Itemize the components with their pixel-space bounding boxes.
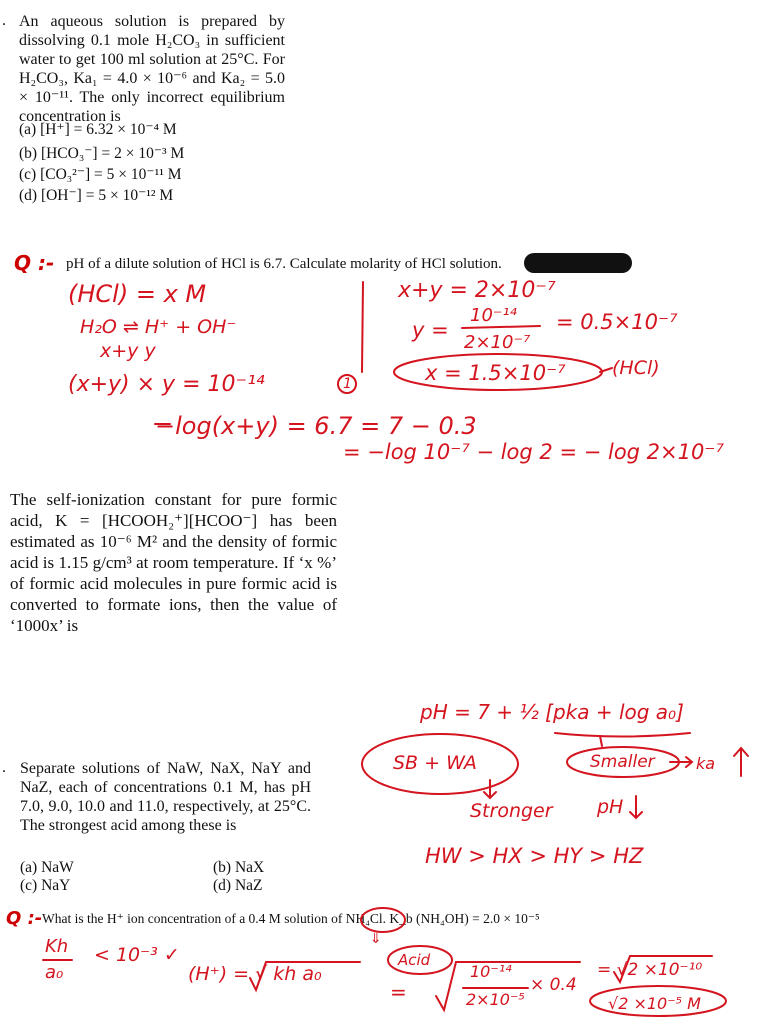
q1-question-text: An aqueous solution is prepared by dissolving 0.1 mole H₂CO₃ in sufficient water to get 100 ml solution at 25°C. For H₂CO₃, Ka₁ = 4.0 × 10⁻⁶ and Ka₂ = 5.0 × 10⁻¹¹. The only incorrect equilibrium concentration is bbox=[19, 13, 285, 125]
q5-nh4cl-ellipse bbox=[361, 908, 405, 932]
q2-note-x-hcl: (HCl) bbox=[612, 357, 660, 379]
q5-note-equals: = bbox=[390, 980, 407, 1004]
q3-question-text: The self-ionization constant for pure formic acid, K = [HCOOH₂⁺][HCOO⁻] has been estimated as 10⁻⁶ M² and the density of formic acid is 1.15 g/cm³ at room temperature. If ‘x %’ of formic acid molecules in pure formic acid is converted to formate ions, then the value of ‘1000x’ is bbox=[10, 490, 337, 635]
q4-note-ka: ka bbox=[696, 754, 716, 773]
q4-option-a: (a) NaW bbox=[20, 859, 74, 876]
q5-note-arrow: ⇓ bbox=[370, 931, 382, 947]
q4-smaller-ellipse bbox=[567, 747, 679, 777]
q2-note-x: x = 1.5×10⁻⁷ bbox=[425, 361, 566, 385]
q4-option-c: (c) NaY bbox=[20, 877, 71, 894]
q2-label: Q :- bbox=[14, 251, 55, 275]
q4-note-smaller: Smaller bbox=[590, 752, 655, 772]
q4-note-ph-down: pH bbox=[597, 796, 624, 818]
q1-option-b: (b) [HCO₃⁻] = 2 × 10⁻³ M bbox=[19, 145, 185, 162]
q4-sbwa-ellipse bbox=[362, 734, 518, 794]
q5-acid-ellipse bbox=[388, 946, 452, 974]
q2-divider-line bbox=[362, 282, 363, 372]
q2-note-sum: x+y = 2×10⁻⁷ bbox=[398, 278, 556, 303]
q5-note-kh: Kh bbox=[45, 936, 69, 957]
q4-note-sb-wa: SB + WA bbox=[393, 752, 477, 774]
q2-eq-circle bbox=[338, 375, 356, 393]
q2-note-eq-mark: 1 bbox=[343, 376, 352, 392]
q2-note-y: y = bbox=[412, 318, 449, 342]
q5-note-hplus: (H⁺) = √ kh a₀ bbox=[188, 963, 322, 985]
q2-note-y-val: = 0.5×10⁻⁷ bbox=[556, 310, 678, 334]
q5-note-times: × 0.4 bbox=[530, 975, 577, 995]
q2-note-y-den: 2×10⁻⁷ bbox=[464, 332, 531, 353]
q4-option-d: (d) NaZ bbox=[213, 877, 263, 894]
q4-note-ph-formula: pH = 7 + ½ [pka + log a₀] bbox=[420, 700, 684, 724]
q2-note-water-eq: H₂O ⇌ H⁺ + OH⁻ bbox=[80, 316, 237, 338]
q2-question-text: pH of a dilute solution of HCl is 6.7. Calculate molarity of HCl solution. bbox=[66, 256, 502, 272]
q5-note-acid: Acid bbox=[398, 951, 431, 969]
q4-question-text: Separate solutions of NaW, NaX, NaY and NaZ, each of concentrations 0.1 M, has pH 7.0, 9.0, 10.0 and 11.0, respectively, at 25°C. The strongest acid among these is bbox=[20, 760, 311, 834]
q2-note-y-num: 10⁻¹⁴ bbox=[470, 305, 517, 326]
q5-note-ao: a₀ bbox=[45, 962, 64, 983]
q1-option-c: (c) [CO₃²⁻] = 5 × 10⁻¹¹ M bbox=[19, 166, 182, 183]
q5-note-res2: √2 ×10⁻⁵ M bbox=[608, 994, 701, 1013]
q5-note-kh-cond: < 10⁻³ ✓ bbox=[94, 944, 180, 966]
q5-note-num: 10⁻¹⁴ bbox=[470, 962, 512, 981]
q2-fraction-bar bbox=[462, 326, 540, 328]
q2-note-log: −log(x+y) = 6.7 = 7 − 0.3 bbox=[155, 412, 477, 440]
q4-option-b: (b) NaX bbox=[213, 859, 265, 876]
q2-note-conc: x+y y bbox=[100, 340, 156, 362]
q5-label: Q :- bbox=[6, 908, 43, 929]
q1-option-d: (d) [OH⁻] = 5 × 10⁻¹² M bbox=[19, 187, 174, 204]
q2-answer-ellipse bbox=[394, 354, 602, 390]
q2-note-log2: = −log 10⁻⁷ − log 2 = − log 2×10⁻⁷ bbox=[343, 440, 724, 464]
q2-note-kw: (x+y) × y = 10⁻¹⁴ bbox=[68, 372, 265, 397]
q4-bullet: . bbox=[2, 759, 6, 776]
q5-answer-ellipse bbox=[590, 986, 726, 1016]
q4-note-acid-order: HW > HX > HY > HZ bbox=[425, 844, 644, 868]
q5-note-res1: = √2 ×10⁻¹⁰ bbox=[597, 960, 703, 980]
q5-note-den: 2×10⁻⁵ bbox=[466, 990, 525, 1009]
q4-note-stronger: Stronger bbox=[470, 800, 553, 822]
q1-option-a: (a) [H⁺] = 6.32 × 10⁻⁴ M bbox=[19, 121, 177, 138]
q2-note-hcl: (HCl) = x M bbox=[68, 280, 207, 308]
q5-question-text: What is the H⁺ ion concentration of a 0.4 M solution of NH₄Cl. K_b (NH₄OH) = 2.0 × 10⁻⁵ bbox=[42, 911, 540, 926]
q1-bullet: . bbox=[2, 12, 6, 29]
